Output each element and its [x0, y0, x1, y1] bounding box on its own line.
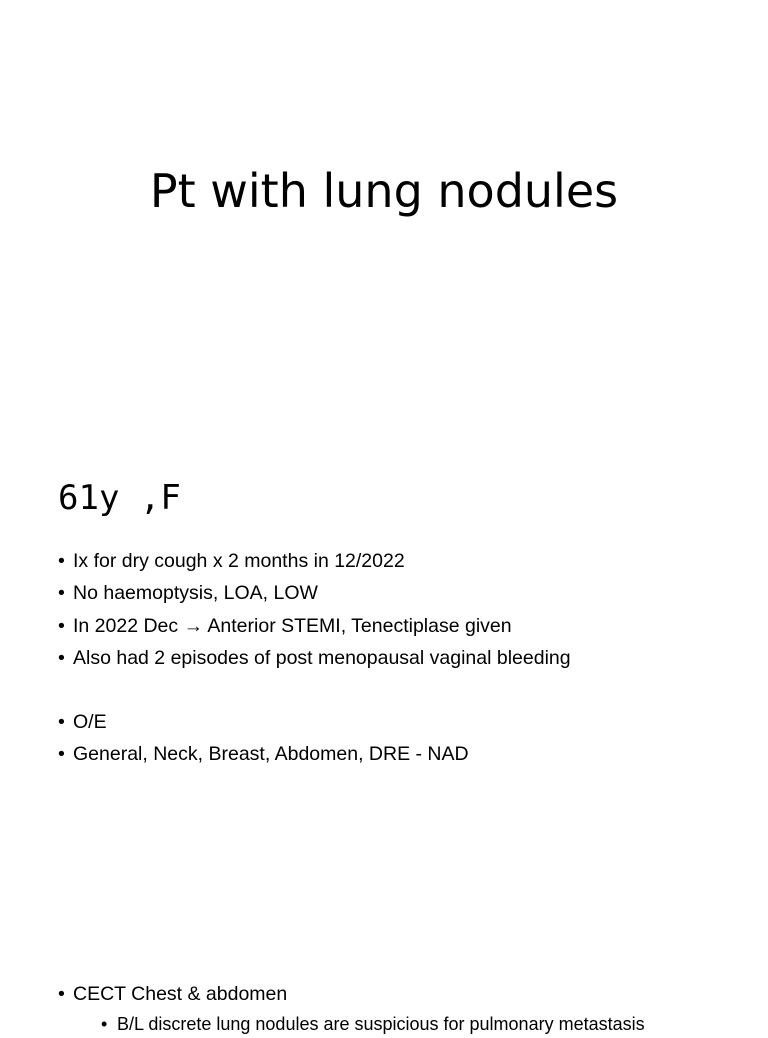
bullet-icon: •: [58, 614, 65, 637]
imaging-list: [58, 978, 645, 1038]
history-item: [58, 610, 571, 642]
bullet-icon: •: [101, 1014, 108, 1035]
imaging-item: [58, 978, 645, 1038]
exam-item-text: General, Neck, Breast, Abdomen, DRE - NAD: [73, 743, 469, 766]
patient-heading: 61y ,F: [58, 478, 181, 518]
history-item: [58, 577, 571, 609]
bullet-icon: •: [58, 711, 65, 733]
imaging-findings-list: [73, 1010, 645, 1038]
history-item: [58, 642, 571, 674]
bullet-icon: •: [58, 582, 65, 605]
history-item-text: No haemoptysis, LOA, LOW: [73, 582, 318, 605]
imaging-finding-text: B/L discrete lung nodules are suspicious for pulmonary metastasis: [117, 1014, 645, 1035]
exam-item: [58, 706, 469, 738]
history-item: [58, 545, 571, 577]
history-item-text: Ix for dry cough x 2 months in 12/2022: [73, 550, 405, 572]
exam-item: [58, 738, 469, 770]
bullet-icon: •: [58, 743, 65, 766]
bullet-icon: •: [58, 550, 65, 572]
history-list: [58, 545, 571, 675]
history-item-text: Also had 2 episodes of post menopausal vaginal bleeding: [73, 647, 571, 670]
imaging-finding: [101, 1010, 645, 1038]
history-item-text: In 2022 Dec → Anterior STEMI, Tenectiplase given: [73, 614, 512, 637]
imaging-item-text: CECT Chest & abdomen: [73, 983, 288, 1005]
exam-item-text: O/E: [73, 711, 107, 733]
exam-list: [58, 706, 469, 771]
bullet-icon: •: [58, 983, 65, 1005]
bullet-icon: •: [58, 647, 65, 670]
slide-title: Pt with lung nodules: [149, 164, 619, 218]
